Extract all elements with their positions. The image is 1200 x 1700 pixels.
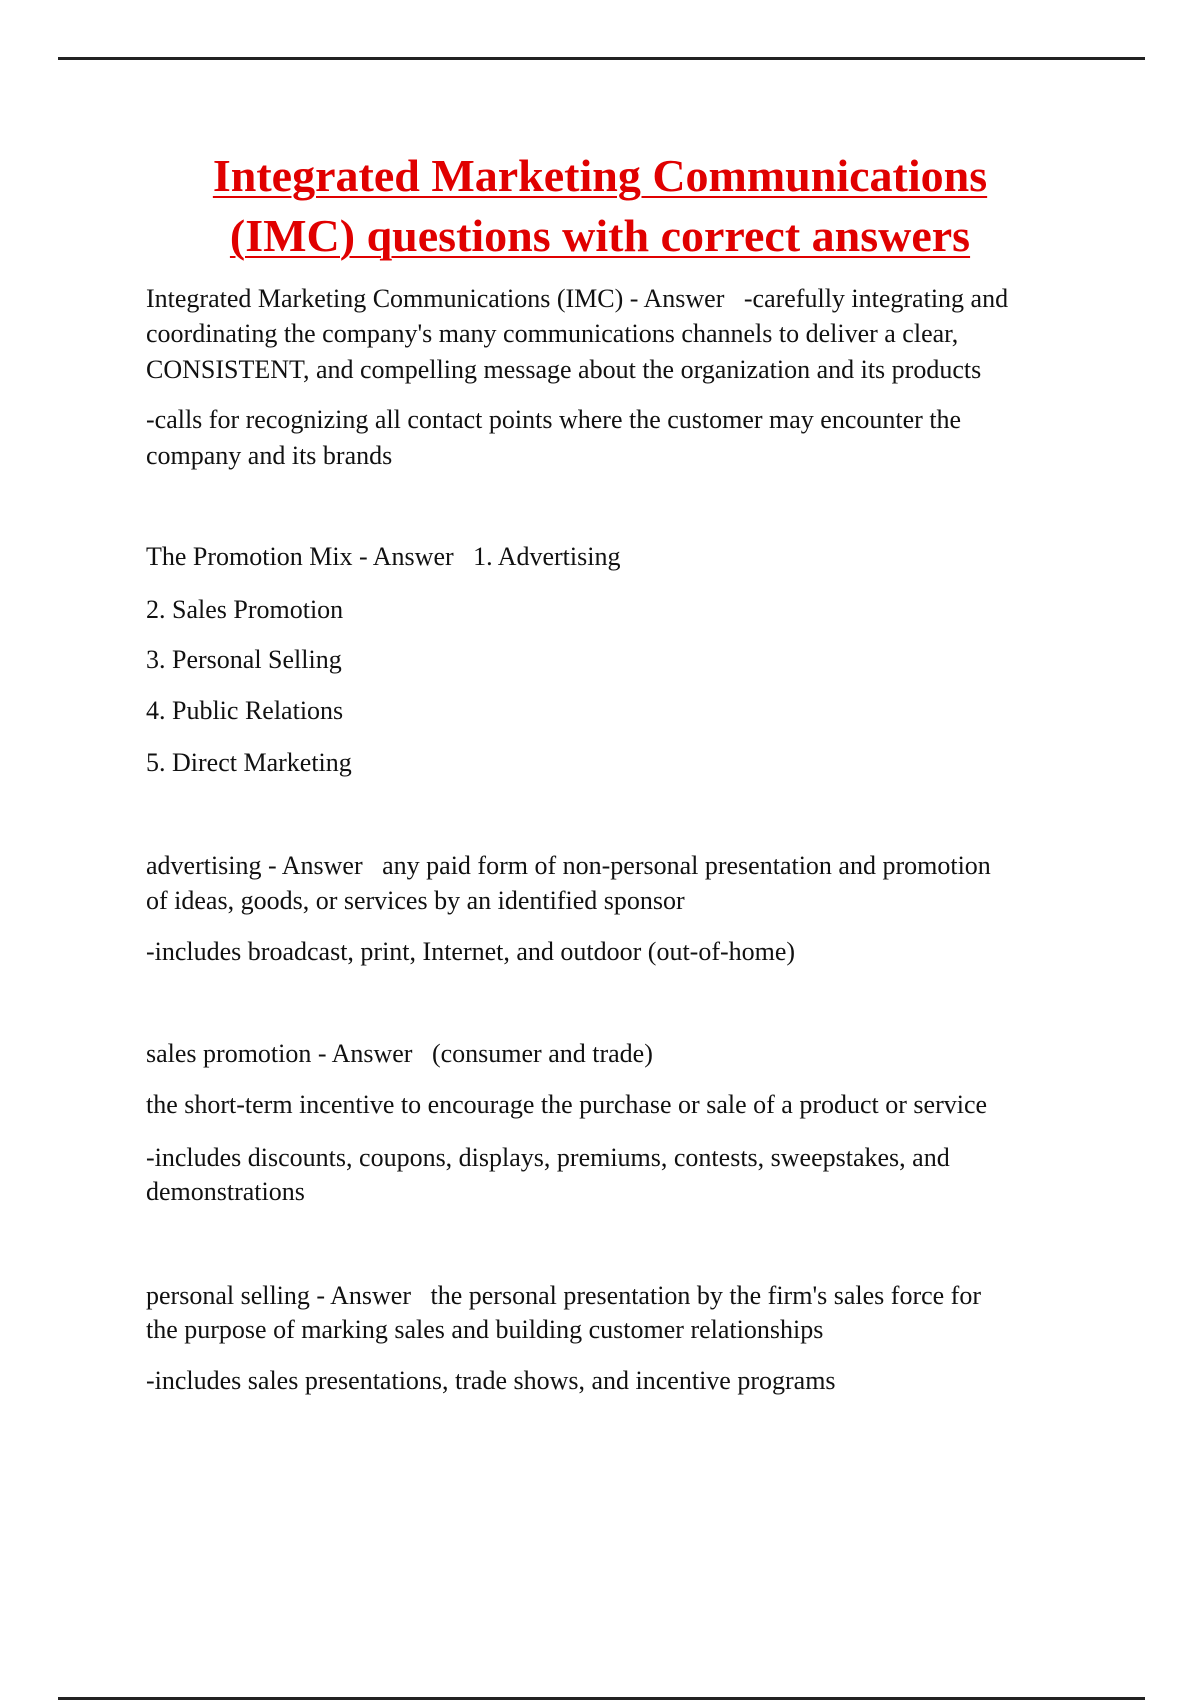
imc-definition-line: Integrated Marketing Communications (IMC) - Answer -carefully integrating and (146, 284, 1009, 313)
personal-selling-note-line: -includes sales presentations, trade shows, and incentive programs (146, 1366, 836, 1395)
personal-selling-line: the purpose of marking sales and building customer relationships (146, 1315, 824, 1344)
personal-selling-line: personal selling - Answer the personal presentation by the firm's sales force for (146, 1281, 981, 1310)
advertising-note-line: -includes broadcast, print, Internet, and outdoor (out-of-home) (146, 937, 796, 966)
promotion-mix-item: 4. Public Relations (146, 696, 344, 725)
promotion-mix-line: The Promotion Mix - Answer 1. Advertising (146, 542, 621, 571)
sales-promotion-line: the short-term incentive to encourage the purchase or sale of a product or service (146, 1090, 988, 1119)
promotion-mix-item: 5. Direct Marketing (146, 748, 352, 777)
sales-promotion-line: sales promotion - Answer (consumer and trade) (146, 1039, 653, 1068)
imc-note-line: -calls for recognizing all contact points where the customer may encounter the (146, 405, 962, 434)
top-rule (58, 57, 1145, 60)
imc-note-line: company and its brands (146, 441, 393, 470)
document-title-line-1: Integrated Marketing Communications (212, 150, 988, 201)
sales-promotion-note-line: -includes discounts, coupons, displays, premiums, contests, sweepstakes, and (146, 1143, 950, 1172)
advertising-definition-line: advertising - Answer any paid form of non-personal presentation and promotion (146, 851, 991, 880)
document-title-line-2: (IMC) questions with correct answers (229, 210, 971, 261)
advertising-definition-line: of ideas, goods, or services by an identified sponsor (146, 886, 685, 915)
imc-definition-line: coordinating the company's many communications channels to deliver a clear, (146, 319, 959, 348)
sales-promotion-note-line: demonstrations (146, 1177, 305, 1206)
promotion-mix-item: 2. Sales Promotion (146, 595, 344, 624)
promotion-mix-item: 3. Personal Selling (146, 645, 342, 674)
imc-definition-line: CONSISTENT, and compelling message about the organization and its products (146, 355, 982, 384)
